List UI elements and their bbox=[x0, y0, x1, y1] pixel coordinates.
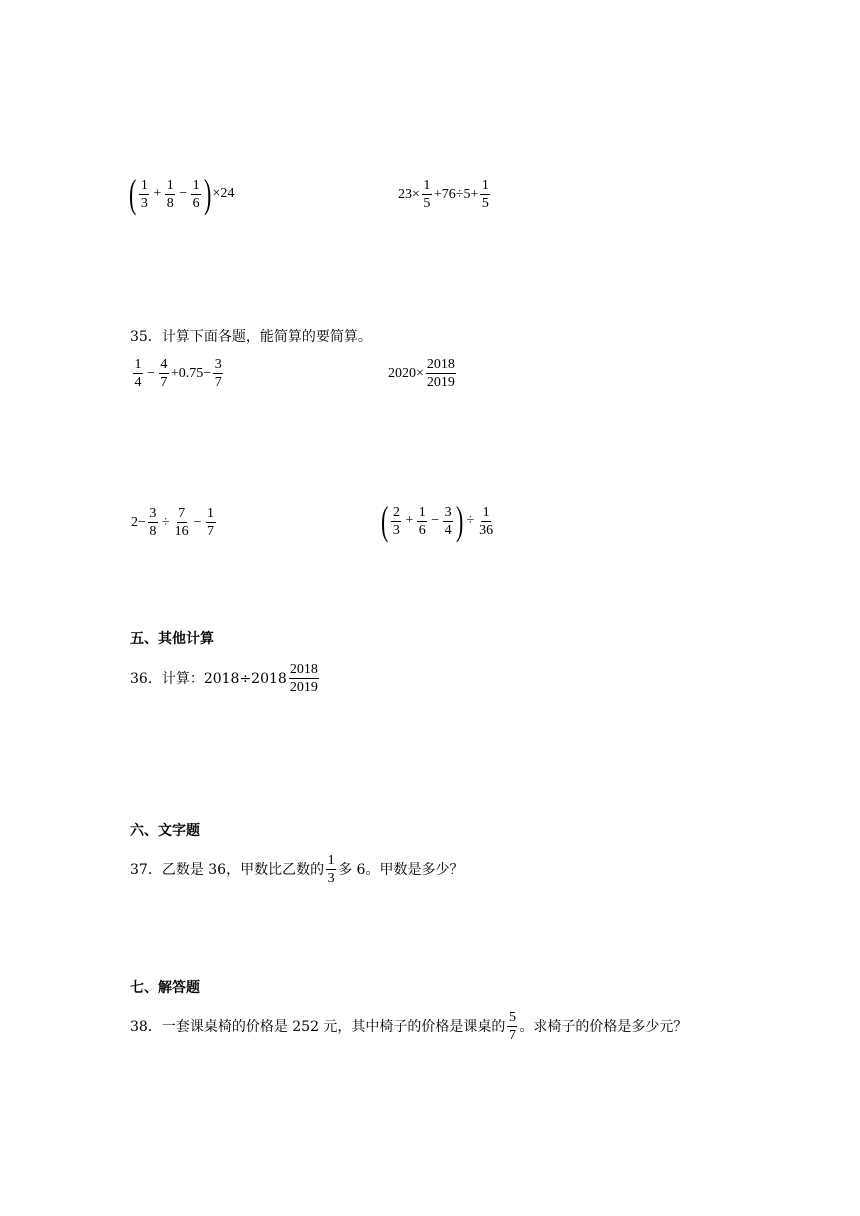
fraction bbox=[391, 505, 401, 538]
numerator: 7 bbox=[178, 506, 186, 521]
question-text-after: 多 6。甲数是多少？ bbox=[338, 861, 464, 878]
numerator: 3 bbox=[149, 506, 157, 521]
fraction bbox=[326, 853, 336, 886]
operator: + bbox=[405, 513, 414, 528]
numerator: 5 bbox=[508, 1010, 516, 1025]
denominator: 3 bbox=[327, 871, 335, 886]
fraction bbox=[422, 178, 432, 211]
expression-mid: +0.75− bbox=[170, 365, 212, 381]
fraction bbox=[159, 357, 169, 390]
numerator: 1 bbox=[207, 506, 214, 521]
denominator: 3 bbox=[140, 195, 148, 211]
denominator: 7 bbox=[214, 375, 222, 390]
fraction bbox=[443, 505, 453, 538]
question-text: 38．一套课桌椅的价格是 252 元，其中椅子的价格是课桌的 bbox=[130, 1018, 506, 1035]
question-36 bbox=[130, 662, 321, 695]
denominator: 6 bbox=[418, 522, 426, 538]
numerator: 3 bbox=[214, 357, 222, 372]
expression-mid: +76÷5+ bbox=[433, 186, 479, 202]
operator: − bbox=[431, 513, 440, 528]
numerator: 1 bbox=[140, 177, 148, 193]
left-paren: ( bbox=[380, 498, 389, 543]
fraction bbox=[417, 505, 427, 538]
denominator: 5 bbox=[423, 196, 431, 211]
right-paren: ) bbox=[456, 498, 464, 543]
expression-2 bbox=[398, 178, 492, 211]
expression-35-1 bbox=[131, 357, 225, 390]
question-text: 37．乙数是 36，甲数比乙数的 bbox=[130, 861, 325, 878]
numerator: 4 bbox=[160, 357, 168, 372]
denominator: 16 bbox=[174, 524, 189, 539]
denominator: 4 bbox=[134, 375, 142, 390]
section-title-7: 七、解答题 bbox=[130, 980, 200, 996]
numerator: 1 bbox=[166, 177, 174, 193]
right-paren: ) bbox=[204, 171, 212, 216]
expression-tail: ×24 bbox=[212, 186, 235, 201]
question-text-after: 。求椅子的价格是多少元？ bbox=[519, 1018, 688, 1035]
numerator: 1 bbox=[134, 357, 142, 372]
operator: − bbox=[179, 186, 188, 201]
denominator: 6 bbox=[192, 195, 200, 211]
expression-1 bbox=[128, 171, 235, 216]
expression-lead: 2− bbox=[131, 514, 146, 530]
numerator: 2 bbox=[392, 504, 400, 520]
numerator: 1 bbox=[423, 178, 431, 193]
denominator: 2019 bbox=[289, 680, 318, 695]
denominator: 4 bbox=[444, 522, 452, 538]
fraction bbox=[507, 1010, 517, 1043]
operator: + bbox=[153, 186, 162, 201]
expression-35-4 bbox=[380, 498, 496, 543]
question-text: 36．计算：2018÷2018 bbox=[130, 670, 287, 687]
numerator: 1 bbox=[482, 504, 490, 520]
numerator: 2018 bbox=[289, 662, 318, 677]
denominator: 36 bbox=[479, 522, 494, 538]
fraction bbox=[174, 506, 190, 539]
expression-lead: 2020× bbox=[388, 365, 424, 381]
question-35: 35．计算下面各题，能简算的要简算。 bbox=[130, 329, 372, 345]
operator: − bbox=[193, 514, 202, 530]
left-paren: ( bbox=[128, 171, 137, 216]
operator: ÷ bbox=[161, 514, 170, 530]
operator: ÷ bbox=[466, 513, 475, 528]
numerator: 2018 bbox=[426, 357, 455, 372]
denominator: 8 bbox=[166, 195, 174, 211]
denominator: 3 bbox=[392, 522, 400, 538]
expression-35-2 bbox=[388, 357, 458, 390]
fraction bbox=[206, 506, 216, 539]
fraction bbox=[165, 178, 175, 211]
denominator: 7 bbox=[160, 375, 168, 390]
fraction bbox=[478, 505, 494, 538]
numerator: 1 bbox=[327, 853, 335, 868]
fraction bbox=[148, 506, 158, 539]
denominator: 7 bbox=[508, 1028, 516, 1043]
numerator: 3 bbox=[444, 504, 452, 520]
section-title-6: 六、文字题 bbox=[130, 823, 200, 839]
section-title-5: 五、其他计算 bbox=[130, 631, 214, 647]
fraction bbox=[213, 357, 223, 390]
expression-35-3 bbox=[131, 506, 218, 539]
expression-lead: 23× bbox=[398, 186, 420, 202]
numerator: 1 bbox=[192, 177, 200, 193]
question-37 bbox=[130, 853, 463, 886]
fraction bbox=[480, 178, 490, 211]
fraction bbox=[191, 178, 201, 211]
operator: − bbox=[147, 365, 155, 381]
denominator: 5 bbox=[481, 196, 489, 211]
fraction bbox=[426, 357, 456, 390]
question-38 bbox=[130, 1010, 687, 1043]
fraction bbox=[289, 662, 319, 695]
numerator: 1 bbox=[418, 504, 426, 520]
fraction bbox=[139, 178, 149, 211]
fraction bbox=[133, 357, 143, 390]
denominator: 2019 bbox=[426, 375, 455, 390]
numerator: 1 bbox=[481, 178, 489, 193]
denominator: 7 bbox=[207, 524, 214, 539]
denominator: 8 bbox=[149, 524, 157, 539]
